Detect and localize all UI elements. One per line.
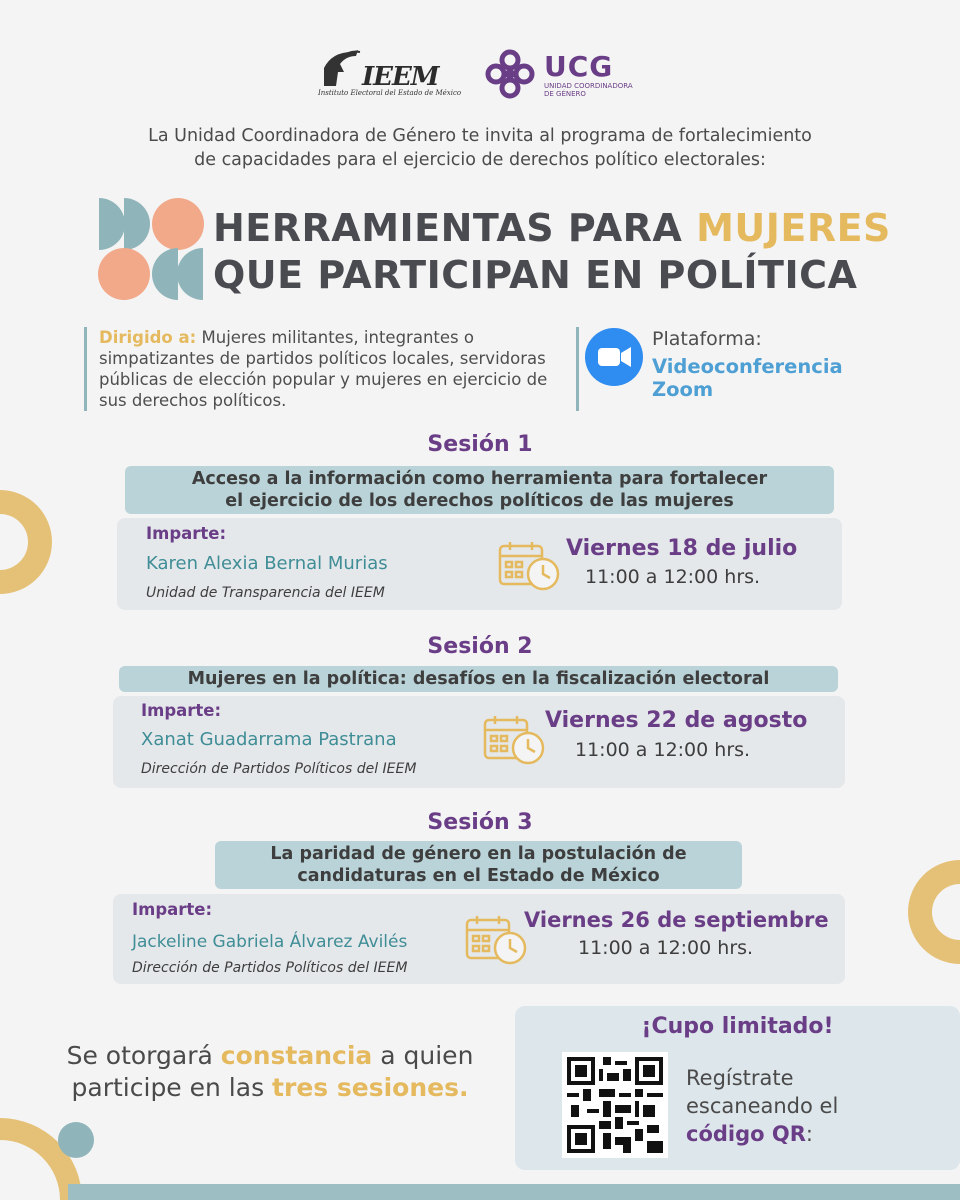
session-3-speaker: Jackeline Gabriela Álvarez Avilés <box>132 932 408 952</box>
session-2-date: Viernes 22 de agosto <box>545 708 808 733</box>
certificate-mid: a quien participe en las <box>71 1041 474 1102</box>
right-ring-decoration <box>908 860 960 964</box>
footer-bar <box>68 1184 960 1200</box>
session-3-date: Viernes 26 de septiembre <box>524 908 829 932</box>
left-ring-decoration <box>0 490 52 594</box>
session-3-unit: Dirección de Partidos Políticos del IEEM <box>132 960 408 976</box>
qr-code[interactable] <box>562 1052 668 1158</box>
session-1-speaker: Karen Alexia Bernal Murias <box>146 553 388 574</box>
platform-label: Plataforma: <box>652 328 762 350</box>
session-3-topic-line-2: candidaturas en el Estado de México <box>297 866 660 886</box>
session-3-topic-line-1: La paridad de género en la postulación de <box>270 844 687 864</box>
session-1-topic-line-2: el ejercicio de los derechos políticos de las mujeres <box>225 491 734 511</box>
certificate-highlight-2: tres sesiones. <box>272 1073 469 1102</box>
session-3-imparte-label: Imparte: <box>132 900 213 919</box>
calendar-clock-icon <box>498 540 562 592</box>
certificate-pre: Se otorgará <box>66 1041 221 1070</box>
session-2-topic-line-1: Mujeres en la política: desafíos en la fiscalización electoral <box>187 669 770 689</box>
program-title <box>213 205 913 299</box>
session-1-topic <box>125 466 834 514</box>
title-part-1: HERRAMIENTAS PARA <box>213 206 697 250</box>
platform-value <box>652 355 902 401</box>
ieem-logo-subtitle: Instituto Electoral del Estado de México <box>318 89 462 97</box>
session-3-hours: 11:00 a 12:00 hrs. <box>578 937 754 959</box>
ucg-logo <box>484 48 634 104</box>
session-2-hours: 11:00 a 12:00 hrs. <box>575 739 751 761</box>
ucg-logo-subtitle: UNIDAD COORDINADORA DE GÉNERO <box>544 82 633 98</box>
target-audience <box>84 327 564 411</box>
ucg-logo-text: UCG <box>544 50 614 83</box>
title-line-2: QUE PARTICIPAN EN POLÍTICA <box>213 253 858 297</box>
calendar-clock-icon <box>465 914 529 966</box>
ieem-emblem-icon <box>318 46 362 88</box>
session-1-heading: Sesión 1 <box>427 432 533 457</box>
calendar-clock-icon <box>483 714 547 766</box>
zoom-camera-icon <box>585 328 643 386</box>
session-1-date: Viernes 18 de julio <box>566 536 798 561</box>
session-2-unit: Dirección de Partidos Políticos del IEEM <box>141 761 417 777</box>
platform-value-line-1: Videoconferencia <box>652 355 843 378</box>
certificate-highlight-1: constancia <box>220 1041 373 1070</box>
ucg-knot-icon <box>484 48 536 100</box>
registration-highlight: código QR <box>686 1122 806 1146</box>
registration-end: : <box>805 1122 813 1146</box>
session-3-topic <box>215 841 742 889</box>
session-1-imparte-label: Imparte: <box>146 524 227 543</box>
registration-text <box>686 1064 916 1148</box>
target-text: Mujeres militantes, integrantes o simpatizantes de partidos políticos locales, servidoras públicas de elección popular y mujeres en ejercicio de sus derechos políticos. <box>99 328 548 410</box>
platform-divider <box>576 327 579 411</box>
platform-value-line-2: Zoom <box>652 378 714 401</box>
session-3-heading: Sesión 3 <box>427 810 533 835</box>
certificate-note <box>60 1040 480 1104</box>
session-2-topic <box>119 666 838 692</box>
session-1-unit: Unidad de Transparencia del IEEM <box>146 585 385 601</box>
title-highlight: MUJERES <box>696 206 891 250</box>
target-label: Dirigido a: <box>99 328 197 347</box>
teal-dot-decoration <box>58 1122 94 1158</box>
intro-line-1: La Unidad Coordinadora de Género te invita al programa de fortalecimiento <box>148 126 812 146</box>
intro-line-2: de capacidades para el ejercicio de derechos político electorales: <box>194 150 766 170</box>
title-line-1 <box>213 205 913 252</box>
qr-code-icon <box>567 1057 663 1153</box>
intro-text <box>90 124 870 172</box>
session-2-heading: Sesión 2 <box>427 634 533 659</box>
session-2-speaker: Xanat Guadarrama Pastrana <box>141 729 397 750</box>
ieem-logo-text: IEEM <box>362 62 439 92</box>
session-1-hours: 11:00 a 12:00 hrs. <box>585 566 761 588</box>
ieem-logo <box>318 46 462 102</box>
registration-prefix: Regístrate escaneando el <box>686 1066 839 1118</box>
session-2-imparte-label: Imparte: <box>141 701 222 720</box>
limited-spots-label: ¡Cupo limitado! <box>641 1014 834 1039</box>
session-1-topic-line-1: Acceso a la información como herramienta para fortalecer <box>191 469 768 489</box>
